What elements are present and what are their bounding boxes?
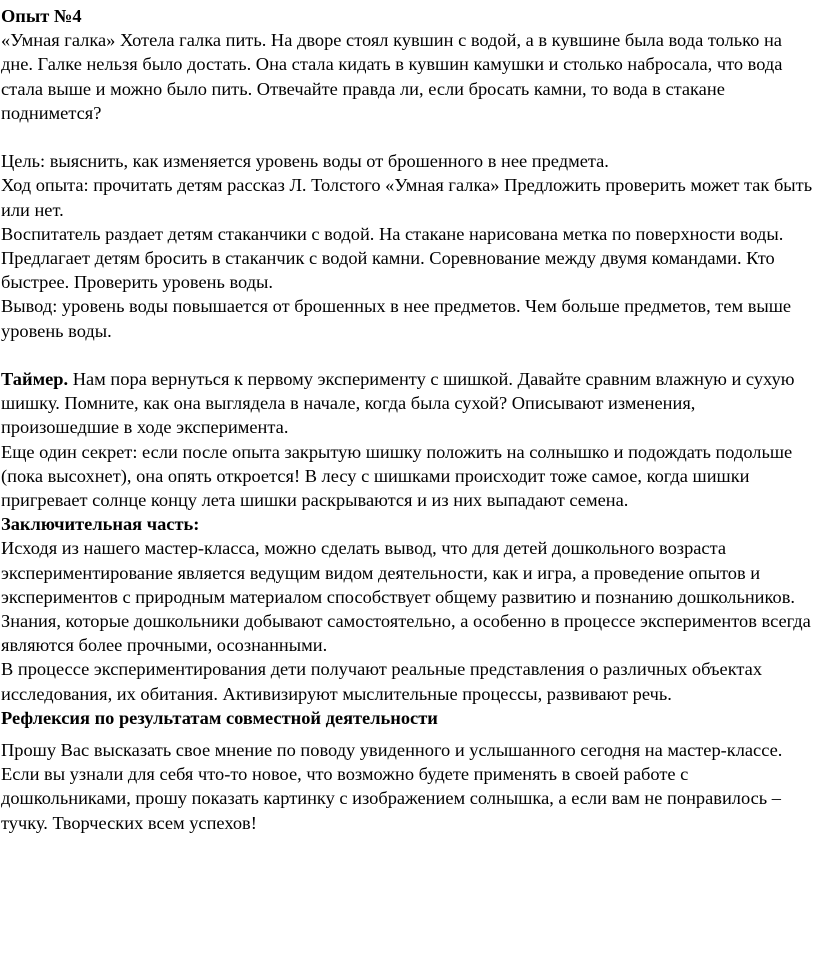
process-paragraph: В процессе экспериментирования дети получают реальные представления о различных объектах исследования, их обитания. Активизируют мыслительные процессы, развивают речь. xyxy=(1,659,763,704)
goal-paragraph: Цель: выяснить, как изменяется уровень воды от брошенного в нее предмета. xyxy=(1,151,609,172)
timer-text: Нам пора вернуться к первому эксперименту с шишкой. Давайте сравним влажную и сухую шишку. Помните, как она выглядела в начале, когда была сухой? Описывают изменения, произошедшие в ходе эксперимента. xyxy=(1,369,795,438)
conclusion-paragraph: Вывод: уровень воды повышается от брошенных в нее предметов. Чем больше предметов, тем выше уровень воды. xyxy=(1,296,792,341)
spacer xyxy=(1,730,816,738)
teacher-paragraph: Воспитатель раздает детям стаканчики с водой. На стакане нарисована метка по поверхности воды. xyxy=(1,223,784,244)
final-part-paragraph: Исходя из нашего мастер-класса, можно сделать вывод, что для детей дошкольного возраста экспериментирование является ведущим видом деятельности, как и игра, а проведение опытов и экспериментов с природным материалом способствует общему развитию и познанию дошкольников. Знания, которые дошкольники добывают самостоятельно, а особенно в процессе экспериментов всегда являются более прочными, осознанными. xyxy=(1,538,811,656)
timer-label: Таймер. xyxy=(1,369,69,390)
story-paragraph: «Умная галка» Хотела галка пить. На дворе стоял кувшин с водой, а в кувшине была вода только на дне. Галке нельзя было достать. Она стала кидать в кувшин камушки и столько набросала, что вода стала выше и можно было пить. Отвечайте правда ли, если бросать камни, то вода в стакане поднимется? xyxy=(1,30,783,123)
experiment-heading: Опыт №4 xyxy=(1,6,82,26)
secret-paragraph: Еще один секрет: если после опыта закрытую шишку положить на солнышко и подождать подольше (пока высохнет), она опять откроется! В лесу с шишками происходит тоже самое, когда шишки пригревает солнце концу лета шишки раскрываются и из них выпадают семена. xyxy=(1,441,793,511)
final-part-heading: Заключительная часть: xyxy=(1,514,200,535)
timer-paragraph xyxy=(1,367,816,440)
offer-paragraph: Предлагает детям бросить в стаканчик с водой камни. Соревнование между двумя командами. Кто быстрее. Проверить уровень воды. xyxy=(1,248,775,293)
blank-line xyxy=(1,125,816,149)
reflection-paragraph: Прошу Вас высказать свое мнение по поводу увиденного и услышанного сегодня на мастер-классе. Если вы узнали для себя что-то новое, что возможно будете применять в своей работе с дошкольниками, прошу показать картинку с изображением солнышка, а если вам не понравилось – тучку. Творческих всем успехов! xyxy=(1,740,783,833)
procedure-paragraph: Ход опыта: прочитать детям рассказ Л. Толстого «Умная галка» Предложить проверить может так быть или нет. xyxy=(1,175,813,220)
reflection-heading: Рефлексия по результатам совместной деятельности xyxy=(1,707,438,728)
blank-line xyxy=(1,343,816,367)
